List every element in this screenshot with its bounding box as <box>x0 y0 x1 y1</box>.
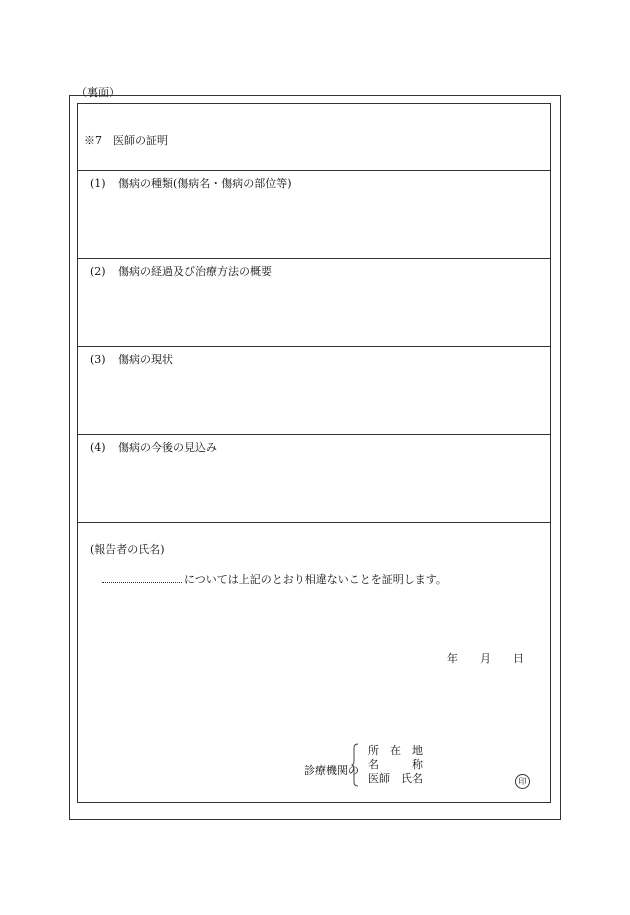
curly-brace-icon <box>351 743 359 787</box>
reporter-name-field[interactable] <box>102 572 182 583</box>
reporter-name-label: (報告者の氏名) <box>90 543 165 556</box>
section-label: 傷病の種類(傷病名・傷病の部位等) <box>118 177 292 190</box>
section-current-condition[interactable] <box>78 347 550 435</box>
doctor-name-field[interactable]: 医師 氏名 <box>368 772 423 785</box>
section-label: 傷病の経過及び治療方法の概要 <box>118 265 272 278</box>
address-field[interactable]: 所 在 地 <box>368 744 423 757</box>
month-label: 月 <box>480 652 491 665</box>
section-injury-type[interactable] <box>78 171 550 259</box>
institution-name-field[interactable]: 名 称 <box>368 758 423 771</box>
section-label: 傷病の現状 <box>118 353 173 366</box>
certification-date[interactable] <box>447 650 546 666</box>
institution-label: 診療機関の <box>304 764 359 777</box>
section-treatment-summary[interactable] <box>78 259 550 347</box>
section-prognosis[interactable] <box>78 435 550 523</box>
back-side-label: （裏面） <box>76 86 120 99</box>
form-title: ※7 医師の証明 <box>84 134 168 147</box>
seal-stamp-icon: 印 <box>515 774 530 789</box>
statement-text: については上記のとおり相違ないことを証明します。 <box>184 573 447 586</box>
institution-fields <box>368 744 423 786</box>
certification-section <box>78 523 550 804</box>
section-number: (3) <box>90 353 106 366</box>
form-title-row <box>78 104 550 171</box>
year-label: 年 <box>447 652 458 665</box>
day-label: 日 <box>513 652 524 665</box>
section-label: 傷病の今後の見込み <box>118 441 217 454</box>
certification-statement <box>102 571 447 587</box>
doctor-certificate-form <box>77 103 551 803</box>
section-number: (2) <box>90 265 106 278</box>
section-number: (1) <box>90 177 106 190</box>
section-number: (4) <box>90 441 106 454</box>
